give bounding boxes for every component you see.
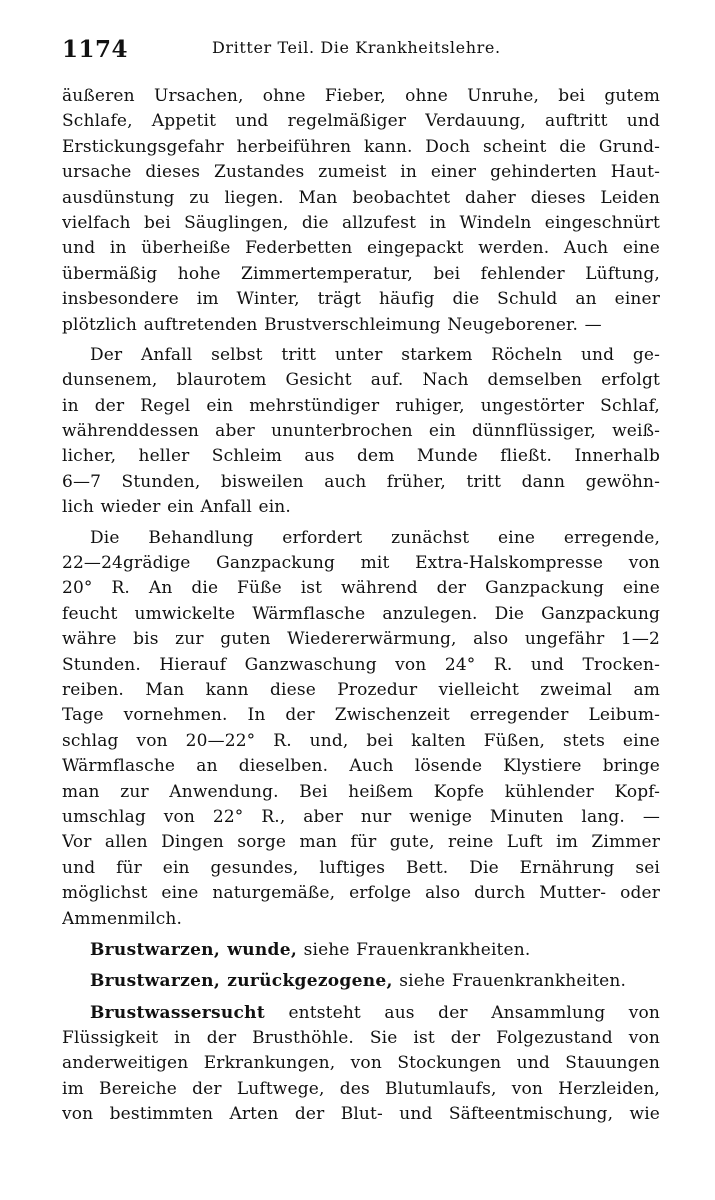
entry-reference: siehe Frauenkrankheiten. xyxy=(392,971,627,992)
paragraph-attack xyxy=(62,343,660,521)
text-line: Ammenmilch. xyxy=(62,908,183,929)
text-line: licher, heller Schleim aus dem Munde fließt. Innerhalb xyxy=(62,446,660,467)
text-line: äußeren Ursachen, ohne Fieber, ohne Unruhe, bei gutem xyxy=(62,86,660,106)
text-line: dunsenem, blaurotem Gesicht auf. Nach demselben erfolgt xyxy=(62,370,660,391)
book-page xyxy=(62,30,660,1133)
text-line: Wärmflasche an dieselben. Auch lösende Klystiere bringe xyxy=(62,756,660,777)
text-line: man zur Anwendung. Bei heißem Kopfe kühlender Kopf- xyxy=(62,781,660,802)
text-line: Schlafe, Appetit und regelmäßiger Verdauung, auftritt und xyxy=(62,111,660,132)
entry-keyword: Brustwassersucht xyxy=(90,1002,265,1023)
text-line: Die Behandlung erfordert zunächst eine erregende, xyxy=(90,527,660,548)
page-header xyxy=(62,30,660,70)
text-line: umschlag von 22° R., aber nur wenige Minuten lang. — xyxy=(62,806,660,827)
text-line: übermäßig hohe Zimmertemperatur, bei fehlender Lüftung, xyxy=(62,263,660,284)
entry-text: entsteht aus der Ansammlung von xyxy=(264,1002,660,1023)
text-line: Vor allen Dingen sorge man für gute, reine Luft im Zimmer xyxy=(62,832,660,853)
text-line: feucht umwickelte Wärmflasche anzulegen. Die Ganzpackung xyxy=(62,603,660,624)
text-line: Flüssigkeit in der Brusthöhle. Sie ist der Folgezustand von xyxy=(62,1028,660,1049)
text-line: Stunden. Hierauf Ganzwaschung von 24° R. und Trocken- xyxy=(62,654,660,675)
text-line: schlag von 20—22° R. und, bei kalten Füßen, stets eine xyxy=(62,730,660,751)
text-line: ausdünstung zu liegen. Man beobachtet daher dieses Leiden xyxy=(62,187,660,208)
text-line: möglichst eine naturgemäße, erfolge also durch Mutter- oder xyxy=(62,883,660,904)
entry-brustwarzen-zurueckgezogene xyxy=(62,969,660,994)
entry-keyword: Brustwarzen, zurückgezogene, xyxy=(90,971,393,992)
body-text xyxy=(62,84,660,1128)
text-line: reiben. Man kann diese Prozedur vielleicht zweimal am xyxy=(62,679,660,700)
text-line: Erstickungsgefahr herbeiführen kann. Doch scheint die Grund- xyxy=(62,136,660,157)
text-line: und für ein gesundes, luftiges Bett. Die Ernährung sei xyxy=(62,857,660,878)
text-line xyxy=(62,1001,660,1026)
text-line: Tage vornehmen. In der Zwischenzeit erregender Leibum- xyxy=(62,705,660,726)
text-line: lich wieder ein Anfall ein. xyxy=(62,497,291,518)
text-line: in der Regel ein mehrstündiger ruhiger, ungestörter Schlaf, xyxy=(62,395,660,416)
entry-brustwarzen-wunde xyxy=(62,938,660,963)
text-line: und in überheiße Federbetten eingepackt werden. Auch eine xyxy=(62,238,660,259)
text-line: im Bereiche der Luftwege, des Blutumlaufs, von Herzleiden, xyxy=(62,1078,660,1099)
text-line: Der Anfall selbst tritt unter starkem Röcheln und ge- xyxy=(90,344,660,365)
text-line: 20° R. An die Füße ist während der Ganzpackung eine xyxy=(62,578,660,599)
text-line: anderweitigen Erkrankungen, von Stockungen und Stauungen xyxy=(62,1053,660,1074)
text-line: währe bis zur guten Wiedererwärmung, also ungefähr 1—2 xyxy=(62,629,660,650)
text-line: ursache dieses Zustandes zumeist in einer gehinderten Haut- xyxy=(62,162,660,183)
text-line: insbesondere im Winter, trägt häufig die Schuld an einer xyxy=(62,289,660,310)
running-head: Dritter Teil. Die Krankheitslehre. xyxy=(212,38,501,57)
text-line: vielfach bei Säuglingen, die allzufest in Windeln eingeschnürt xyxy=(62,212,660,233)
paragraph-treatment xyxy=(62,526,660,932)
entry-brustwassersucht xyxy=(62,1001,660,1128)
paragraph-cause xyxy=(62,84,660,338)
text-line: währenddessen aber ununterbrochen ein dünnflüssiger, weiß- xyxy=(62,421,660,442)
entry-reference: siehe Frauenkrankheiten. xyxy=(297,939,531,960)
text-line: 6—7 Stunden, bisweilen auch früher, tritt dann gewöhn- xyxy=(62,471,660,492)
text-line: von bestimmten Arten der Blut- und Säfteentmischung, wie xyxy=(62,1104,660,1125)
text-line: 22—24grädige Ganzpackung mit Extra-Halskompresse von xyxy=(62,553,660,574)
entry-keyword: Brustwarzen, wunde, xyxy=(90,939,298,960)
text-line: plötzlich auftretenden Brustverschleimung Neugeborener. — xyxy=(62,314,602,335)
page-number: 1174 xyxy=(62,36,129,63)
